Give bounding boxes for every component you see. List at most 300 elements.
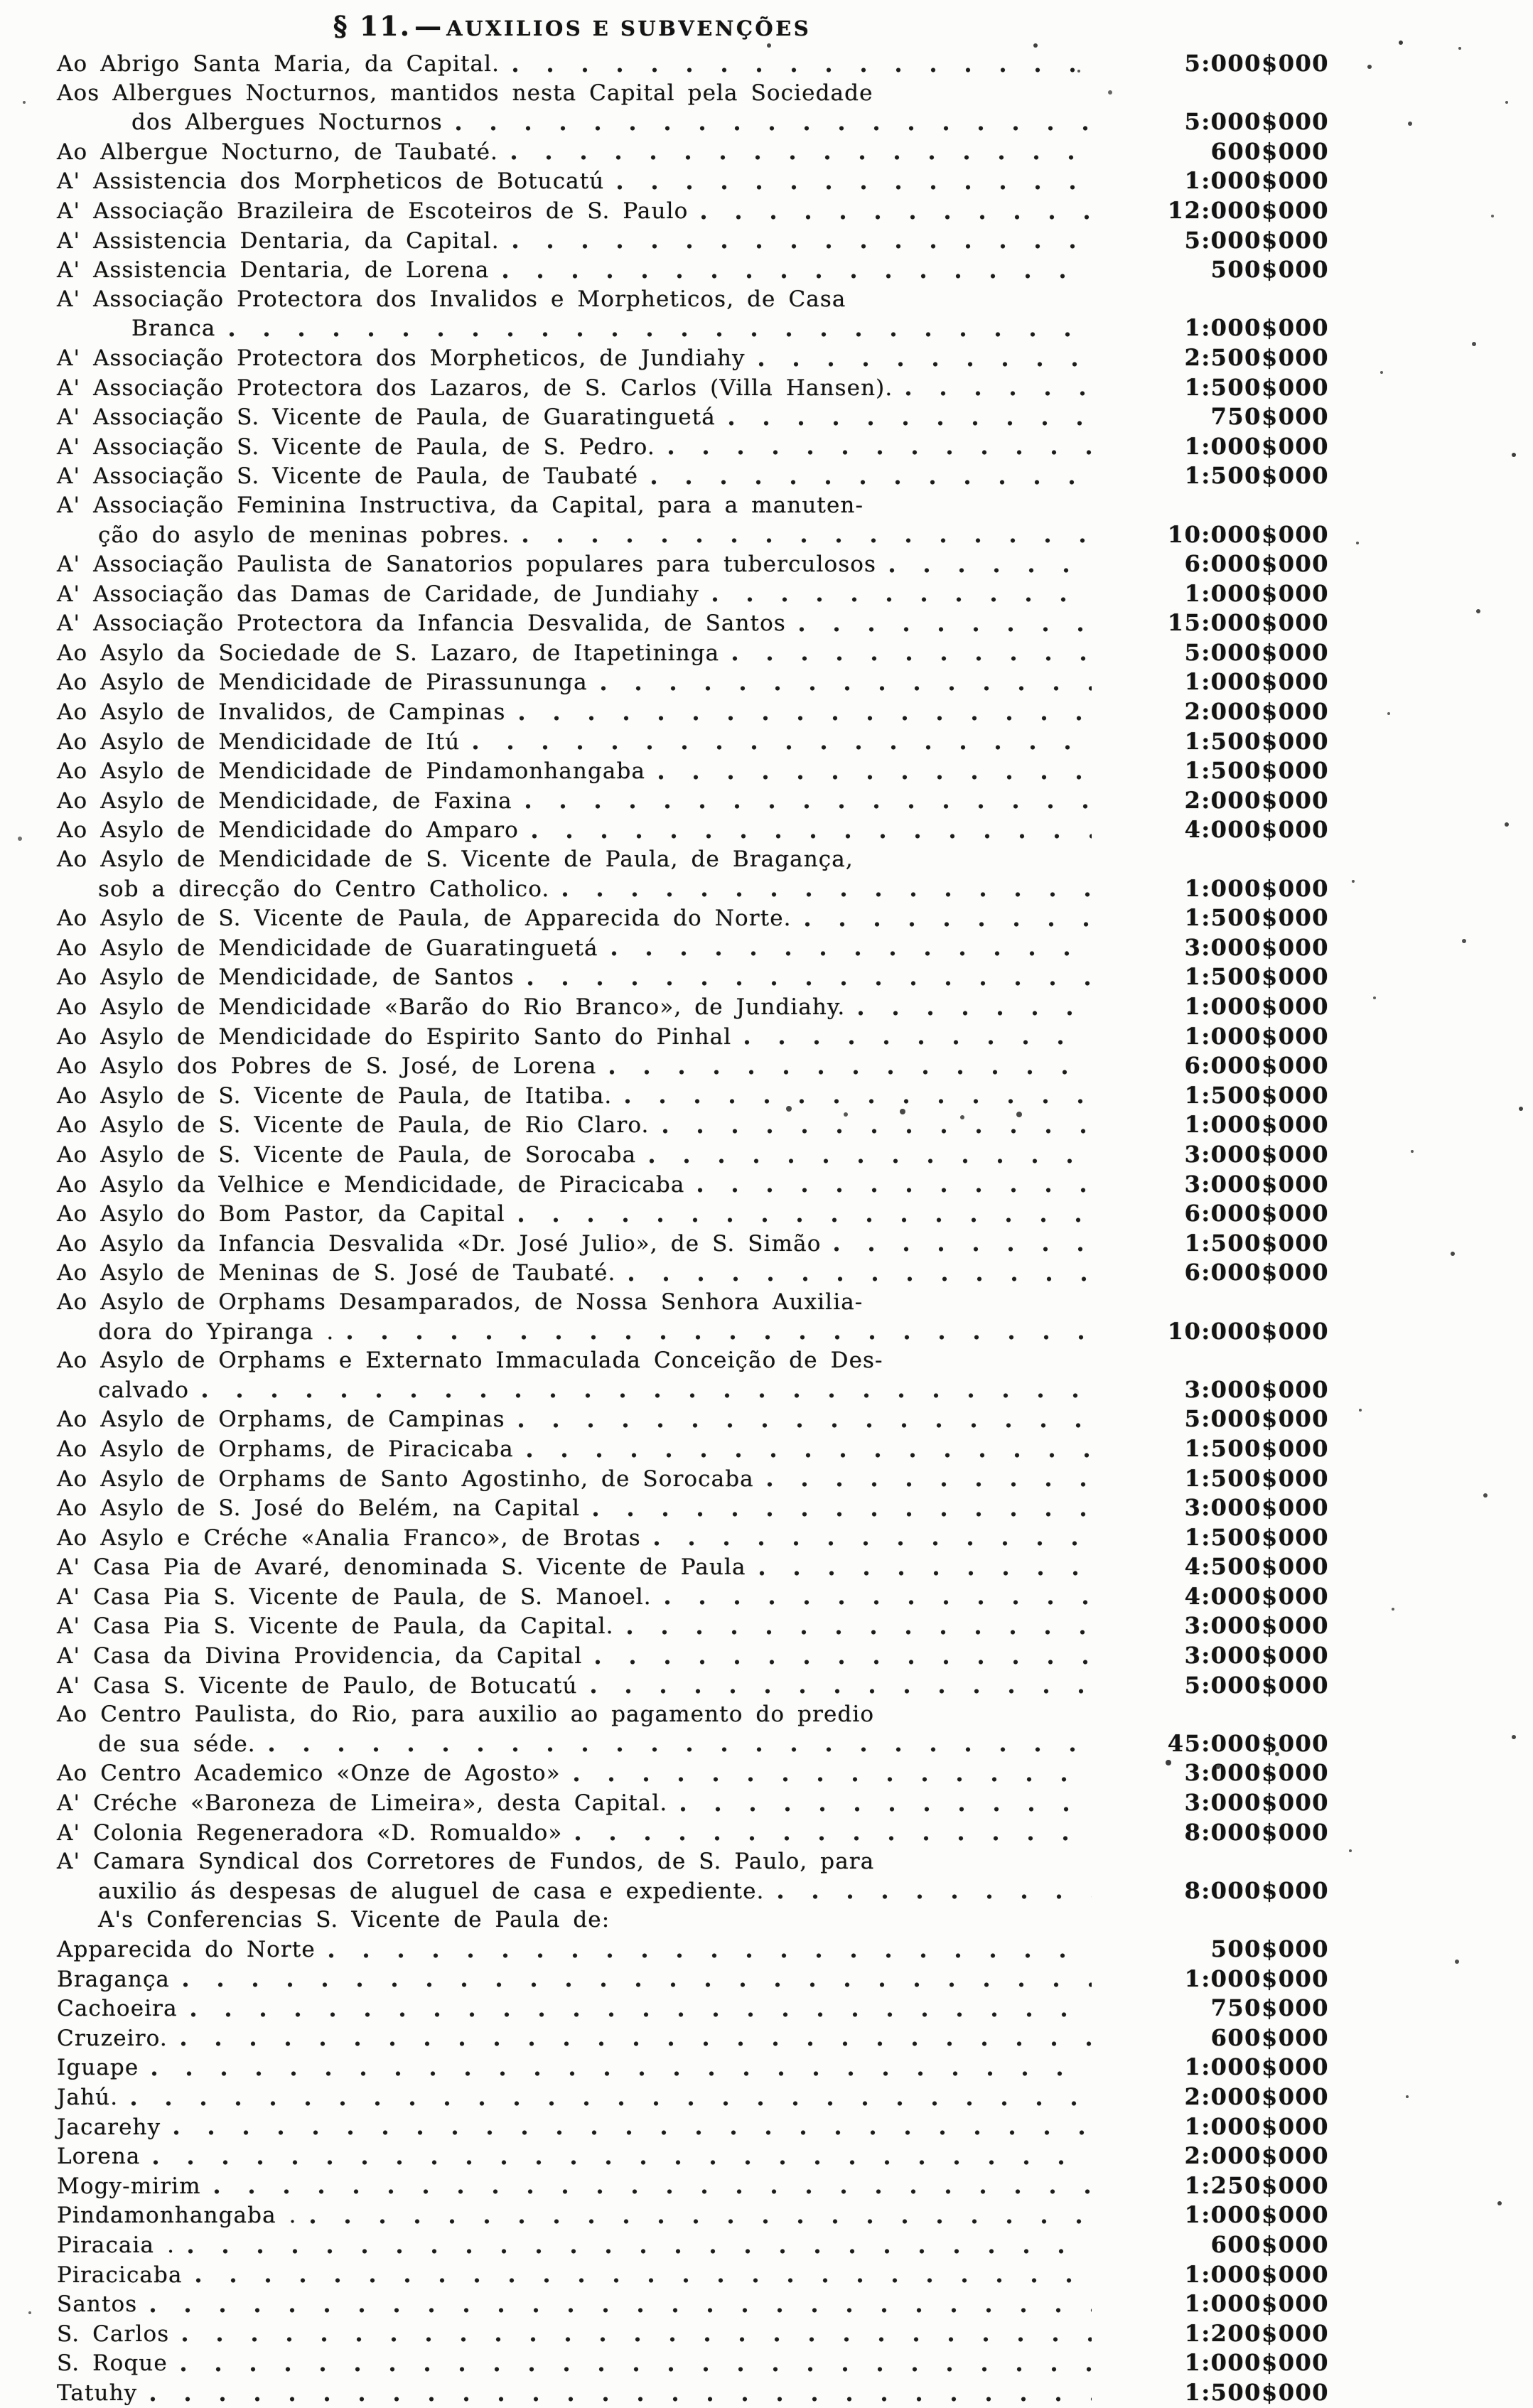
dot-leader	[595, 1659, 1092, 1665]
entry-text: Ao Asylo de S. Vicente de Paula, de Apparecida do Norte.	[57, 905, 792, 932]
entry-text: Ao Asylo de Invalidos, de Campinas	[57, 699, 506, 726]
dot-leader	[889, 567, 1092, 574]
dot-leader	[728, 420, 1092, 426]
subsidy-entry	[57, 79, 1329, 137]
dot-leader	[269, 1746, 1092, 1753]
entry-line	[57, 727, 1329, 757]
amount-value: 1:000$000	[1184, 2349, 1329, 2377]
entry-text: sob a direcção do Centro Catholico.	[98, 876, 550, 902]
entry-line	[57, 2348, 1329, 2378]
entry-text: Ao Asylo de Mendicidade, de Santos	[57, 964, 515, 991]
subsidy-entry	[57, 2289, 1329, 2319]
subsidy-entry	[57, 1671, 1329, 1701]
entry-text: Cachoeira	[57, 1996, 178, 2022]
amount-value: 5:000$000	[1184, 1405, 1329, 1433]
amount-value: 5:000$000	[1184, 638, 1329, 666]
entries-list	[57, 49, 1329, 2408]
entry-text: Piracicaba	[57, 2262, 183, 2288]
entry-text: dora do Ypiranga .	[98, 1318, 335, 1345]
entry-line	[57, 549, 1329, 579]
dot-leader	[188, 2248, 1092, 2254]
entry-text: Ao Asylo de S. Vicente de Paula, de Sorocaba	[57, 1141, 637, 1168]
subsidy-entry	[57, 1493, 1329, 1523]
dot-leader	[680, 1806, 1092, 1812]
entry-line	[57, 1375, 1329, 1405]
amount-value: 1:500$000	[1184, 373, 1329, 401]
subsidy-entry	[57, 1994, 1329, 2023]
subsidy-entry	[57, 2053, 1329, 2082]
entry-text: Ao Abrigo Santa Maria, da Capital.	[57, 51, 500, 77]
subsidy-entry	[57, 1081, 1329, 1111]
entry-line	[57, 491, 1329, 520]
amount-value: 3:000$000	[1184, 1642, 1329, 1670]
entry-line	[57, 697, 1329, 727]
amount-value: 2:500$000	[1184, 343, 1329, 371]
subsidy-entry	[57, 1022, 1329, 1052]
entry-line	[57, 786, 1329, 816]
subsidy-entry	[57, 1258, 1329, 1288]
entry-text: A' Associação Feminina Instructiva, da Capital, para a manuten-	[57, 492, 864, 518]
amount-value: 12:000$000	[1167, 196, 1329, 224]
entry-line	[57, 1229, 1329, 1259]
entry-text: Ao Asylo de Orphams, de Campinas	[57, 1407, 505, 1433]
entry-text: Ao Asylo de Mendicidade, de Faxina	[57, 788, 512, 814]
entry-text: A' Associação Protectora da Infancia Desvalida, de Santos	[57, 611, 786, 637]
dot-leader	[456, 125, 1092, 131]
dot-leader	[502, 273, 1092, 279]
subsidy-entry	[57, 1700, 1329, 1758]
entry-text: Ao Asylo de Orphams de Santo Agostinho, de Sorocaba	[57, 1466, 754, 1492]
dot-leader	[532, 833, 1092, 839]
dot-leader	[328, 1952, 1092, 1959]
dot-leader	[662, 1128, 1092, 1134]
subsidy-entry	[57, 2348, 1329, 2378]
entry-line	[57, 874, 1329, 904]
entry-line	[57, 49, 1329, 79]
entry-text: Bragança	[57, 1966, 171, 1992]
amount-value: 6:000$000	[1184, 1052, 1329, 1080]
entry-text: A' Casa Pia S. Vicente de Paula, de S. Manoel.	[57, 1584, 652, 1610]
dot-leader	[834, 1246, 1092, 1252]
amount-value: 1:000$000	[1184, 314, 1329, 342]
dot-leader	[527, 1452, 1092, 1458]
dot-leader	[712, 596, 1092, 603]
amount-value: 1:000$000	[1184, 1111, 1329, 1139]
dot-leader	[758, 361, 1092, 367]
entry-text: de sua séde.	[98, 1731, 256, 1757]
amount-value: 5:000$000	[1184, 108, 1329, 136]
section-number: § 11.	[333, 10, 411, 42]
entry-text: Lorena	[57, 2144, 141, 2170]
dot-leader	[519, 715, 1092, 721]
amount-value: 4:000$000	[1184, 816, 1329, 844]
entry-line	[57, 196, 1329, 226]
dot-leader	[617, 184, 1092, 190]
entry-line	[57, 2171, 1329, 2201]
entry-line	[57, 1346, 1329, 1375]
amount-value: 1:500$000	[1184, 1464, 1329, 1492]
entry-line	[57, 1876, 1329, 1906]
subsidy-entry	[57, 1199, 1329, 1229]
subsidy-entry	[57, 903, 1329, 933]
entry-line	[57, 1700, 1329, 1729]
entry-line	[57, 226, 1329, 256]
amount-value: 10:000$000	[1167, 1317, 1329, 1345]
subsidy-entry	[57, 1582, 1329, 1612]
list-subheader	[57, 1906, 1329, 1935]
dot-leader	[150, 2396, 1092, 2402]
entry-line	[57, 1611, 1329, 1641]
subsidy-entry	[57, 1140, 1329, 1170]
entry-line	[57, 2260, 1329, 2290]
entry-line	[57, 962, 1329, 992]
subsidy-entry	[57, 815, 1329, 845]
entry-line	[57, 1964, 1329, 1994]
subsidy-entry	[57, 2200, 1329, 2230]
entry-line	[57, 2230, 1329, 2260]
amount-value: 5:000$000	[1184, 1671, 1329, 1699]
amount-value: 2:000$000	[1184, 2082, 1329, 2110]
entry-text: Ao Asylo de Mendicidade do Espirito Santo do Pinhal	[57, 1023, 732, 1050]
dot-leader	[527, 980, 1092, 987]
dot-leader	[609, 1069, 1092, 1075]
subsidy-entry	[57, 845, 1329, 903]
amount-value: 6:000$000	[1184, 550, 1329, 578]
dot-leader	[591, 1688, 1092, 1694]
subsidy-entry	[57, 579, 1329, 609]
amount-value: 1:000$000	[1184, 2290, 1329, 2318]
subsidy-entry	[57, 1464, 1329, 1494]
entry-line	[57, 1051, 1329, 1081]
entry-text: A' Camara Syndical dos Corretores de Fundos, de S. Paulo, para	[57, 1849, 875, 1875]
entry-line	[57, 2200, 1329, 2230]
entry-text: Mogy-mirim	[57, 2173, 201, 2199]
amount-value: 1:500$000	[1184, 1434, 1329, 1462]
entry-line	[57, 2141, 1329, 2171]
entry-line	[57, 373, 1329, 403]
amount-value: 15:000$000	[1167, 609, 1329, 637]
dot-leader	[183, 1982, 1092, 1988]
amount-value: 2:000$000	[1184, 698, 1329, 726]
entry-text: A' Associação Protectora dos Morpheticos, de Jundiahy	[57, 345, 746, 371]
entry-text: Ao Asylo de S. Vicente de Paula, de Rio Claro.	[57, 1112, 650, 1139]
amount-value: 3:000$000	[1184, 1612, 1329, 1640]
subsidy-entry	[57, 1434, 1329, 1464]
amount-value: 1:000$000	[1184, 1964, 1329, 1992]
entry-line	[57, 933, 1329, 963]
entry-line	[57, 255, 1329, 285]
subsidy-entry	[57, 1552, 1329, 1582]
subsidy-entry	[57, 2112, 1329, 2142]
dot-leader	[658, 774, 1092, 780]
entry-line	[57, 1729, 1329, 1759]
entry-line	[57, 79, 1329, 108]
amount-value: 1:200$000	[1184, 2319, 1329, 2347]
subsidy-entry	[57, 461, 1329, 491]
entry-line	[57, 1434, 1329, 1464]
subsidy-entry	[57, 1404, 1329, 1434]
entry-text: A' Assistencia Dentaria, de Lorena	[57, 257, 490, 284]
subsidy-entry	[57, 343, 1329, 373]
amount-value: 10:000$000	[1167, 520, 1329, 548]
entry-text: A's Conferencias S. Vicente de Paula de:	[98, 1907, 610, 1933]
amount-value: 45:000$000	[1167, 1729, 1329, 1757]
entry-line	[57, 1317, 1329, 1347]
entry-text: Ao Asylo de S. Vicente de Paula, de Itatiba.	[57, 1082, 613, 1109]
dot-leader	[229, 331, 1092, 338]
entry-text: Ao Asylo da Velhice e Mendicidade, de Piracicaba	[57, 1171, 685, 1198]
entry-text: A' Associação S. Vicente de Paula, de Guaratinguetá	[57, 404, 716, 431]
entry-line	[57, 1671, 1329, 1701]
subsidy-entry	[57, 933, 1329, 963]
entry-text: Iguape	[57, 2055, 139, 2081]
dot-leader	[195, 2277, 1092, 2284]
dot-leader	[668, 449, 1092, 456]
subsidy-entry	[57, 196, 1329, 226]
amount-value: 1:000$000	[1184, 432, 1329, 460]
amount-value: 3:000$000	[1184, 1789, 1329, 1817]
subsidy-entry	[57, 992, 1329, 1022]
subsidy-entry	[57, 1170, 1329, 1200]
subsidy-entry	[57, 697, 1329, 727]
dot-leader	[190, 2011, 1092, 2018]
subsidy-entry	[57, 491, 1329, 549]
entry-text: Ao Asylo de Mendicidade de S. Vicente de Paula, de Bragança,	[57, 846, 854, 873]
entry-line	[57, 1258, 1329, 1288]
dot-leader	[601, 685, 1092, 692]
dot-leader	[697, 1187, 1092, 1193]
subsidy-entry	[57, 1818, 1329, 1848]
entry-line	[57, 2319, 1329, 2349]
entry-line	[57, 107, 1329, 137]
amount-value: 2:000$000	[1184, 2142, 1329, 2170]
entry-text: Ao Asylo de Mendicidade do Amparo	[57, 817, 519, 844]
amount-value: 500$000	[1210, 1935, 1329, 1962]
dot-leader	[611, 950, 1092, 957]
subsidy-entry	[57, 49, 1329, 79]
subsidy-entry	[57, 137, 1329, 167]
subsidy-entry	[57, 2082, 1329, 2112]
entry-text: Branca	[131, 316, 216, 342]
entry-line	[57, 2112, 1329, 2142]
amount-value: 1:500$000	[1184, 462, 1329, 490]
dot-leader	[153, 2159, 1092, 2166]
subsidy-entry	[57, 432, 1329, 462]
dot-leader	[799, 626, 1092, 633]
entry-text: Santos	[57, 2291, 138, 2318]
entry-text: Ao Asylo de Meninas de S. José de Taubaté.	[57, 1260, 616, 1286]
entry-line	[57, 815, 1329, 845]
entry-text: Ao Asylo de Mendicidade de Itú	[57, 729, 461, 755]
amount-value: 1:500$000	[1184, 904, 1329, 932]
subsidy-entry	[57, 1288, 1329, 1346]
subsidy-entry	[57, 608, 1329, 638]
entry-line	[57, 1288, 1329, 1317]
entry-line	[57, 1140, 1329, 1170]
entry-text: A' Associação Protectora dos Lazaros, de S. Carlos (Villa Hansen).	[57, 375, 893, 401]
entry-line	[57, 1994, 1329, 2023]
entry-text: calvado	[98, 1377, 189, 1403]
entry-line	[57, 313, 1329, 343]
dot-leader	[905, 390, 1092, 397]
subsidy-entry	[57, 166, 1329, 196]
entry-line	[57, 579, 1329, 609]
entry-text: A' Casa S. Vicente de Paulo, de Botucatú	[57, 1672, 578, 1699]
entry-line	[57, 1552, 1329, 1582]
amount-value: 1:500$000	[1184, 727, 1329, 755]
entry-line	[57, 1906, 1329, 1935]
subsidy-entry	[57, 1229, 1329, 1259]
dot-leader	[767, 1481, 1092, 1488]
amount-value: 750$000	[1210, 1994, 1329, 2022]
amount-value: 6:000$000	[1184, 1200, 1329, 1227]
dot-leader	[628, 1276, 1092, 1282]
entry-line	[57, 2289, 1329, 2319]
entry-line	[57, 1493, 1329, 1523]
entry-line	[57, 1523, 1329, 1553]
subsidy-entry	[57, 1611, 1329, 1641]
entry-text: Ao Centro Paulista, do Rio, para auxilio ao pagamento do predio	[57, 1702, 875, 1728]
entry-text: Ao Asylo de Mendicidade «Barão do Rio Branco», de Jundiahy.	[57, 994, 846, 1020]
entry-text: Jahú.	[57, 2084, 119, 2110]
entry-line	[57, 1935, 1329, 1964]
dot-leader	[173, 2129, 1092, 2136]
entry-text: Ao Albergue Nocturno, de Taubaté.	[57, 139, 498, 165]
subsidy-entry	[57, 2141, 1329, 2171]
entry-line	[57, 2378, 1329, 2408]
entry-line	[57, 520, 1329, 550]
subsidy-entry	[57, 962, 1329, 992]
entry-line	[57, 992, 1329, 1022]
dot-leader	[759, 1570, 1092, 1576]
subsidy-entry	[57, 1051, 1329, 1081]
dot-leader	[511, 154, 1092, 161]
subsidy-entry	[57, 667, 1329, 697]
subsidy-entry	[57, 1788, 1329, 1818]
subsidy-entry	[57, 255, 1329, 285]
entry-line	[57, 756, 1329, 786]
entry-text: A' Associação Brazileira de Escoteiros de S. Paulo	[57, 198, 689, 224]
subsidy-entry	[57, 402, 1329, 432]
subsidy-entry	[57, 1523, 1329, 1553]
subsidy-entry	[57, 285, 1329, 343]
entry-text: auxilio ás despesas de aluguel de casa e expediente.	[98, 1878, 765, 1904]
dot-leader	[651, 479, 1092, 485]
dot-leader	[473, 744, 1092, 751]
dot-leader	[518, 1422, 1092, 1429]
dot-leader	[562, 891, 1092, 898]
entry-text: A' Associação Protectora dos Invalidos e Morpheticos, de Casa	[57, 286, 846, 312]
subsidy-entry	[57, 2319, 1329, 2349]
dot-leader	[778, 1893, 1092, 1900]
entry-line	[57, 1464, 1329, 1494]
entry-text: Aos Albergues Nocturnos, mantidos nesta Capital pela Sociedade	[57, 80, 873, 106]
amount-value: 3:000$000	[1184, 1170, 1329, 1198]
section-title: AUXILIOS E SUBVENÇÕES	[446, 16, 812, 41]
entry-line	[57, 402, 1329, 432]
entry-text: S. Carlos	[57, 2321, 170, 2347]
subsidy-entry	[57, 373, 1329, 403]
subsidy-entry	[57, 2378, 1329, 2408]
entry-line	[57, 166, 1329, 196]
entry-text: Ao Asylo da Infancia Desvalida «Dr. José Julio», de S. Simão	[57, 1230, 822, 1257]
dot-leader	[181, 2366, 1092, 2372]
dot-leader	[732, 655, 1092, 662]
amount-value: 1:000$000	[1184, 2260, 1329, 2288]
entry-line	[57, 1199, 1329, 1229]
entry-text: Ao Asylo de Mendicidade de Pindamonhangaba	[57, 758, 646, 785]
entry-text: S. Roque	[57, 2350, 168, 2377]
dot-leader	[512, 67, 1092, 73]
entry-line	[57, 1170, 1329, 1200]
dot-leader	[574, 1776, 1092, 1783]
dot-leader	[744, 1039, 1092, 1046]
dot-leader	[131, 2100, 1092, 2107]
entry-text: Ao Asylo de Orphams e Externato Immaculada Conceição de Des-	[57, 1348, 883, 1374]
entry-line	[57, 1758, 1329, 1788]
entry-text: A' Assistencia dos Morpheticos de Botucatú	[57, 168, 605, 195]
entry-text: A' Assistencia Dentaria, da Capital.	[57, 227, 500, 254]
amount-value: 1:000$000	[1184, 993, 1329, 1020]
amount-value: 2:000$000	[1184, 786, 1329, 814]
entry-text: Ao Asylo da Sociedade de S. Lazaro, de Itapetininga	[57, 640, 720, 666]
entry-line	[57, 1582, 1329, 1612]
amount-value: 1:000$000	[1184, 2053, 1329, 2081]
amount-value: 1:000$000	[1184, 1022, 1329, 1050]
entry-line	[57, 1022, 1329, 1052]
entry-line	[57, 1818, 1329, 1848]
amount-value: 8:000$000	[1184, 1876, 1329, 1904]
subsidy-entry	[57, 756, 1329, 786]
dot-leader	[805, 921, 1092, 928]
dot-leader	[202, 1392, 1092, 1399]
entry-text: A' Associação S. Vicente de Paula, de Taubaté	[57, 463, 639, 490]
entry-line	[57, 1847, 1329, 1876]
entry-text: Tatuhy	[57, 2380, 138, 2406]
amount-value: 3:000$000	[1184, 1759, 1329, 1787]
amount-value: 8:000$000	[1184, 1818, 1329, 1846]
amount-value: 1:000$000	[1184, 579, 1329, 607]
amount-value: 1:500$000	[1184, 1523, 1329, 1551]
amount-value: 600$000	[1210, 2230, 1329, 2258]
entry-text: A' Associação S. Vicente de Paula, de S. Pedro.	[57, 434, 655, 460]
entry-text: Ao Asylo de Mendicidade de Pirassununga	[57, 670, 588, 696]
subsidy-entry	[57, 1758, 1329, 1788]
entry-text: A' Casa Pia de Avaré, denominada S. Vicente de Paula	[57, 1554, 746, 1581]
amount-value: 5:000$000	[1184, 226, 1329, 254]
amount-value: 3:000$000	[1184, 1494, 1329, 1522]
subsidy-entry	[57, 2171, 1329, 2201]
amount-value: 5:000$000	[1184, 50, 1329, 77]
amount-value: 3:000$000	[1184, 1140, 1329, 1168]
entry-text: Ao Asylo e Créche «Analia Franco», de Brotas	[57, 1525, 641, 1551]
entry-text: A' Colonia Regeneradora «D. Romualdo»	[57, 1820, 563, 1846]
dot-leader	[347, 1334, 1092, 1340]
subsidy-entry	[57, 226, 1329, 256]
amount-value: 500$000	[1210, 256, 1329, 284]
entry-line	[57, 1404, 1329, 1434]
amount-value: 1:500$000	[1184, 757, 1329, 785]
entry-text: ção do asylo de meninas pobres.	[98, 522, 510, 548]
subsidy-entry	[57, 1346, 1329, 1404]
amount-value: 1:500$000	[1184, 1229, 1329, 1257]
entry-text: Ao Asylo de Mendicidade de Guaratinguetá	[57, 935, 598, 961]
entry-line	[57, 1788, 1329, 1818]
subsidy-entry	[57, 2023, 1329, 2053]
entry-text: Ao Asylo de S. José do Belém, na Capital	[57, 1495, 581, 1522]
entry-line	[57, 845, 1329, 874]
amount-value: 1:500$000	[1184, 1081, 1329, 1109]
